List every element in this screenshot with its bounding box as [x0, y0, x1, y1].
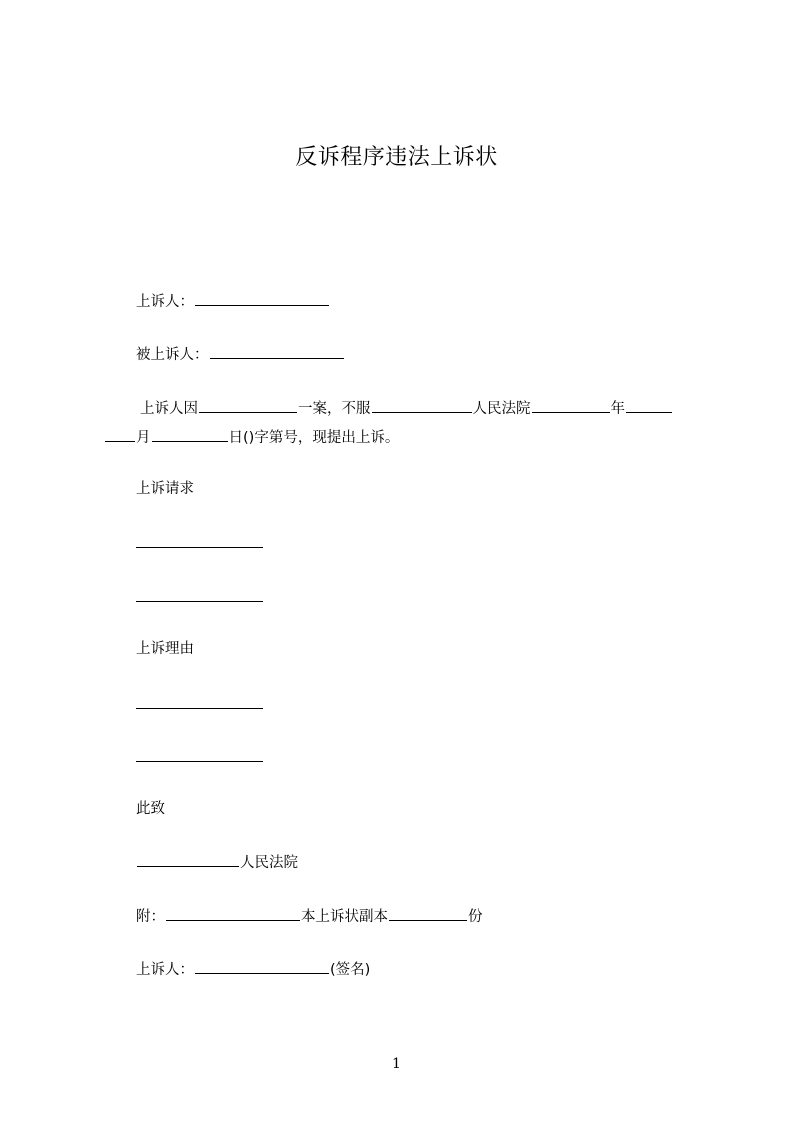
attachment-suffix: 份 — [468, 909, 483, 925]
para-text-6: 日()字第号，现提出上诉。 — [228, 430, 400, 446]
salutation: 此致 — [136, 801, 165, 817]
paragraph-line-2 — [104, 427, 399, 448]
year-blank-1 — [532, 398, 610, 413]
request-heading: 上诉请求 — [136, 481, 194, 497]
document-title: 反诉程序违法上诉状 — [295, 145, 498, 170]
paragraph-line-1 — [140, 398, 673, 419]
court-blank — [372, 398, 472, 413]
appellee-line — [136, 344, 345, 365]
court-line — [136, 852, 298, 873]
signature-label: 上诉人： — [136, 962, 194, 978]
request-blank-1 — [136, 546, 263, 548]
attachment-line — [136, 906, 483, 927]
appellee-label: 被上诉人： — [136, 347, 209, 363]
para-text-1: 上诉人因 — [140, 401, 198, 417]
request-blank-2 — [136, 600, 263, 602]
reason-heading: 上诉理由 — [136, 641, 194, 657]
signature-suffix: (签名) — [330, 962, 371, 978]
signature-blank — [195, 959, 329, 974]
case-blank — [199, 398, 297, 413]
para-text-5: 月 — [136, 430, 151, 446]
reason-blank-2 — [136, 760, 263, 762]
attachment-mid: 本上诉状副本 — [301, 909, 388, 925]
day-blank — [152, 427, 228, 442]
month-blank-pre — [105, 427, 135, 442]
appellant-blank — [195, 291, 329, 306]
para-text-4: 年 — [610, 401, 625, 417]
reason-blank-1 — [136, 707, 263, 709]
para-text-2: 一案，不服 — [298, 401, 371, 417]
signature-line — [136, 959, 370, 980]
page-number: 1 — [392, 1056, 401, 1072]
attachment-label: 附： — [136, 909, 165, 925]
appellant-label: 上诉人： — [136, 294, 194, 310]
court-suffix: 人民法院 — [240, 855, 298, 871]
appellant-line — [136, 291, 330, 312]
para-text-3: 人民法院 — [472, 401, 531, 417]
appellee-blank — [210, 344, 344, 359]
attachment-blank-2 — [389, 906, 467, 921]
attachment-blank-1 — [166, 906, 300, 921]
court-name-blank — [137, 852, 239, 867]
year-blank-2 — [626, 398, 672, 413]
